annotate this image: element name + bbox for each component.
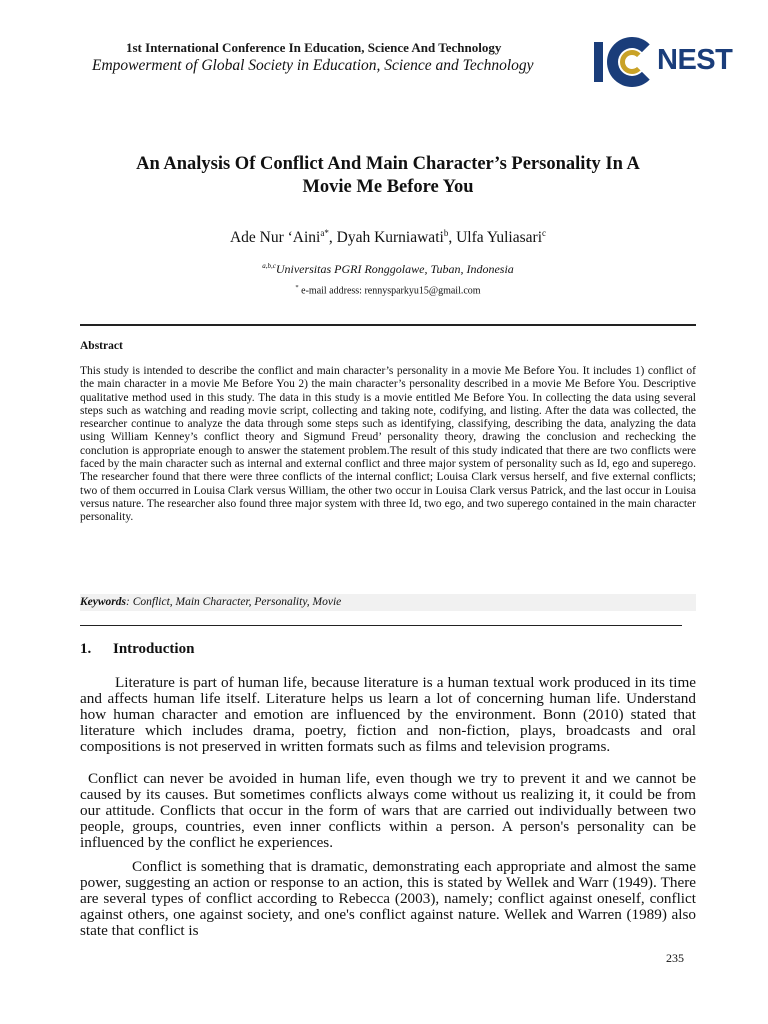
keywords-label: Keywords: [80, 596, 126, 608]
author-2: , Dyah Kurniawati: [328, 229, 444, 247]
keywords-list: : Conflict, Main Character, Personality, Movie: [126, 596, 342, 608]
author-3: , Ulfa Yuliasari: [448, 229, 543, 247]
logo-inner-ring-mark: [620, 50, 644, 74]
author-1-mark: a*: [320, 228, 329, 238]
author-3-mark: c: [542, 228, 547, 238]
author-2-mark: b: [443, 228, 449, 238]
logo-text: NEST: [657, 44, 733, 76]
title-line-2: Movie Me Before You: [302, 177, 474, 197]
author-list: [80, 228, 696, 247]
corresponding-email: [80, 284, 696, 296]
author-1: Ade Nur ‘Aini: [229, 229, 321, 247]
conference-theme: Empowerment of Global Society in Education, Science and Technology: [92, 57, 534, 74]
affiliation: [80, 262, 696, 277]
abstract-text: This study is intended to describe the conflict and main character’s personality in a movie Me Before You. It includes 1) conflict of the main character in a movie Me Before You 2) the main character’s personality described in a movie Me Before You. Descriptive qualitative method used in this study. The data in this study is a movie entitled Me Before You. In collecting the data using several steps such as watching and reading movie script, collecting and taking note, codifying, and listing. After the data was collected, the researcher continue to analyze the data through some steps such as identifying, classifying, describing the data, analyzing the data using William Kenney’s conflict theory and Sigmund Freud’ personality theory, drawing the conclusion and rechecking the conclution is appropriate enough to answer the statement problem.The result of this study indicated that there are two conflicts were faced by the main character such as internal and external conflict and three major system of personality such as Id, ego and superego. The researcher found that there were three conflicts of the internal conflict; Louisa Clark versus herself, and five external conflicts; two of them occurred in Louisa Clark versus William, the other two occur in Louisa Clark versus Patrick, and the last occur in Louisa versus nature. The researcher also found three major system with three Id, two ego, and two superego contained in the main character personality.: [80, 365, 696, 524]
section-title: Introduction: [113, 641, 195, 657]
section-heading: [80, 641, 194, 658]
conference-name: 1st International Conference In Education, Science And Technology: [126, 40, 502, 55]
affiliation-mark: a,b,c: [262, 262, 276, 270]
page-number: 235: [666, 951, 684, 965]
paragraph-2: Conflict can never be avoided in human life, even though we try to prevent it and we cannot be caused by its causes. But sometimes conflicts always come without us realizing it, it could be from our attitude. Conflicts that occur in the form of wars that are carried out individually between two people, groups, countries, even inner conflicts within a person. A person's personality can be influenced by the conflict he experiences.: [80, 770, 696, 851]
email-text: e-mail address: rennysparkyu15@gmail.com: [298, 285, 481, 297]
abstract-heading: Abstract: [80, 340, 123, 352]
paper-title: [80, 153, 696, 199]
abstract-bottom-divider: [80, 625, 682, 626]
title-line-1: An Analysis Of Conflict And Main Character’s Personality In A: [136, 154, 640, 174]
keywords-line: [80, 594, 696, 611]
logo-bar-mark: [594, 42, 603, 82]
section-number: 1.: [80, 641, 92, 657]
affiliation-text: Universitas PGRI Ronggolawe, Tuban, Indonesia: [275, 262, 514, 276]
paragraph-3: Conflict is something that is dramatic, demonstrating each appropriate and almost the same power, suggesting an action or response to an action, this is stated by Wellek and Warr (1949). There are several types of conflict according to Rebecca (2003), namely; conflict against oneself, conflict against others, one against society, and one's conflict against nature. Wellek and Warren (1989) also state that conflict is: [80, 858, 696, 939]
paragraph-1: Literature is part of human life, because literature is a human textual work produced in its time and affects human life itself. Literature helps us learn a lot of concerning human life. Understand how human character and emotion are influenced by the environment. Bonn (2010) stated that literature which includes drama, poetry, fiction and non-fiction, plays, broadcasts and oral compositions is not preserved in written formats such as films and television programs.: [80, 674, 696, 755]
abstract-top-divider: [80, 324, 696, 326]
email-mark: *: [295, 284, 299, 291]
conference-logo: [594, 37, 744, 93]
